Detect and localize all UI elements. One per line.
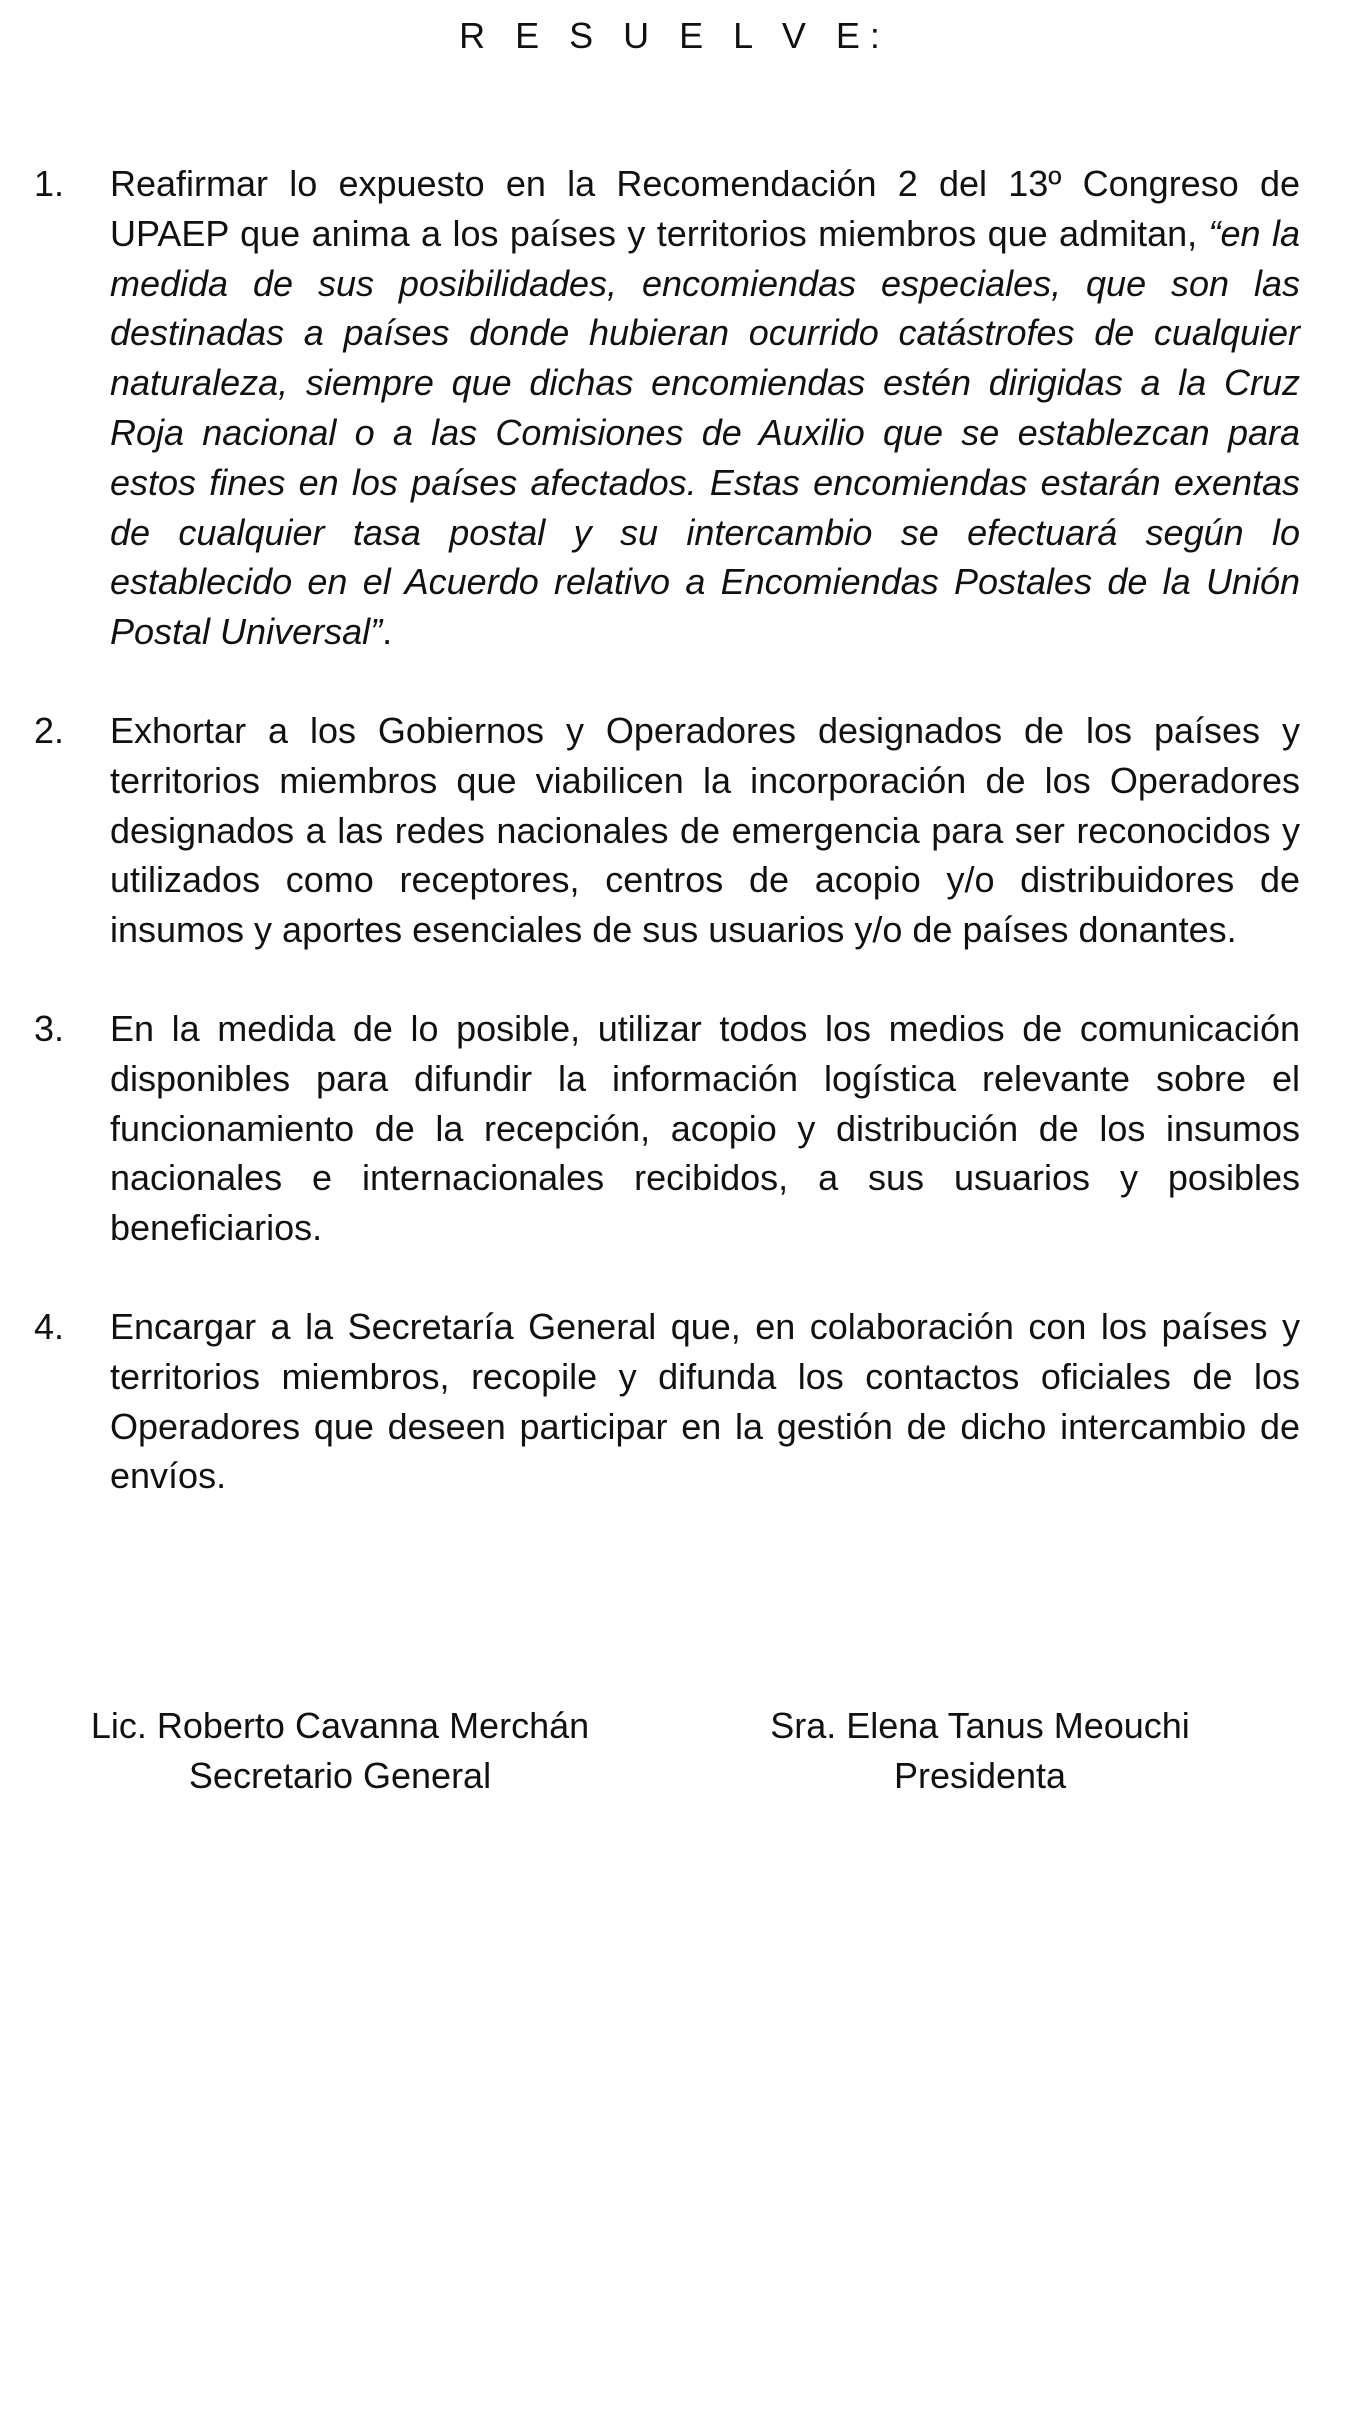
item-text [110, 159, 1300, 657]
item-text: En la medida de lo posible, utilizar todos los medios de comunicación disponibles para difundir la información logística relevante sobre el funcionamiento de la recepción, acopio y distribución de los insumos nacionales e internacionales recibidos, a sus usuarios y posibles beneficiarios. [110, 1008, 1300, 1249]
item-number: 4. [34, 1306, 65, 1347]
signatory-name: Sra. Elena Tanus Meouchi [770, 1705, 1190, 1746]
item-text: Encargar a la Secretaría General que, en colaboración con los países y territorios miembros, recopile y difunda los contactos oficiales de los Operadores que deseen participar en la gestión de dicho intercambio de envíos. [110, 1306, 1300, 1497]
signature-block-president [670, 1701, 1290, 1801]
signatory-title: Secretario General [188, 1754, 492, 1796]
item-text: Exhortar a los Gobiernos y Operadores designados de los países y territorios miembros que viabilicen la incorporación de los Operadores designados a las redes nacionales de emergencia para ser reconocidos y utilizados como receptores, centros de acopio y/o distribuidores de insumos y aportes esenciales de sus usuarios y/o de países donantes. [110, 710, 1300, 951]
item-number: 1. [34, 163, 65, 204]
signature-block-secretary [30, 1701, 650, 1801]
item-number: 2. [34, 710, 65, 751]
item-quote: “en la medida de sus posibilidades, encomiendas especiales, que son las destinadas a países donde hubieran ocurrido catástrofes de cualquier naturaleza, siempre que dichas encomiendas estén dirigidas a la Cruz Roja nacional o a las Comisiones de Auxilio que se establezcan para estos fines en los países afectados. Estas encomiendas estarán exentas de cualquier tasa postal y su intercambio se efectuará según lo establecido en el Acuerdo relativo a Encomiendas Postales de la Unión Postal Universal” [110, 212, 1300, 653]
resolve-heading: R E S U E L V E: [459, 15, 890, 56]
item-text-end: . [382, 611, 393, 653]
item-text-plain: Reafirmar lo expuesto en la Recomendación 2 del 13º Congreso de UPAEP que anima a los países y territorios miembros que admitan, [110, 163, 1300, 254]
item-number: 3. [34, 1008, 65, 1049]
signatory-name: Lic. Roberto Cavanna Merchán [90, 1705, 590, 1746]
signatory-title: Presidenta [893, 1754, 1067, 1796]
